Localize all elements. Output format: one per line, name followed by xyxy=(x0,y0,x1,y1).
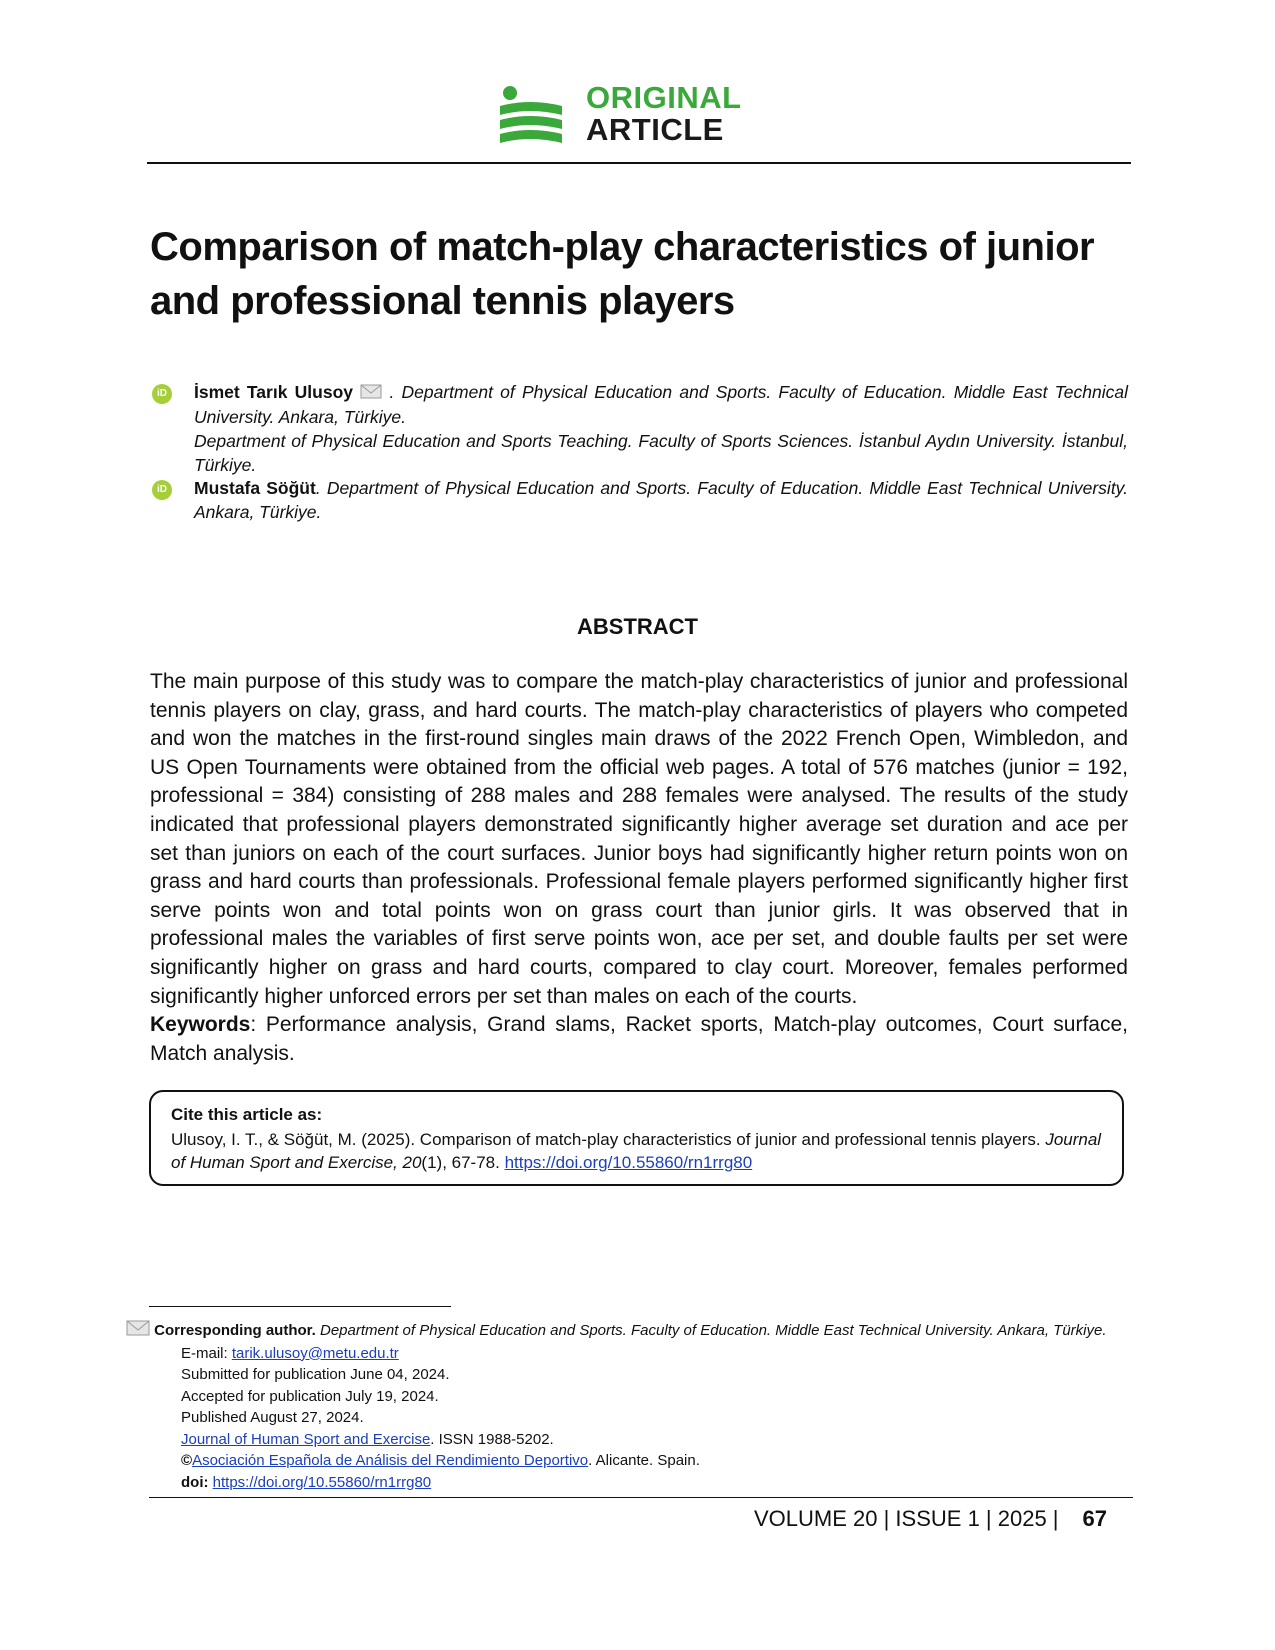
citation-label: Cite this article as: xyxy=(171,1105,323,1124)
citation-journal: Journal of Human Sport and Exercise, 20 xyxy=(171,1130,1102,1172)
page-footer xyxy=(754,1506,1107,1532)
page-number: 67 xyxy=(1082,1506,1107,1531)
footer-divider xyxy=(149,1497,1133,1498)
orcid-icon[interactable]: iD xyxy=(152,384,172,404)
author-1-block xyxy=(194,380,1128,477)
mail-icon xyxy=(126,1320,150,1343)
orcid-icon[interactable]: iD xyxy=(152,480,172,500)
association-location: . Alicante. Spain. xyxy=(588,1452,700,1469)
author-1-affiliation-2: Department of Physical Education and Sports Teaching. Faculty of Sports Sciences. İstanbul Aydın University. İstanbul, Türkiye. xyxy=(194,431,1128,476)
author-2-block xyxy=(194,476,1128,524)
footnote xyxy=(126,1320,1136,1493)
email-link[interactable]: tarik.ulusoy@metu.edu.tr xyxy=(231,1344,399,1362)
mail-icon[interactable] xyxy=(360,381,382,405)
corresponding-author-affiliation: Department of Physical Education and Sports. Faculty of Education. Middle East Technical University. Ankara, Türkiye. xyxy=(315,1322,1107,1340)
doi-label: doi: xyxy=(181,1473,213,1491)
volume-issue-year: VOLUME 20 | ISSUE 1 | 2025 | xyxy=(754,1506,1059,1531)
footnote-divider xyxy=(149,1306,451,1307)
abstract-body: The main purpose of this study was to compare the match-play characteristics of junior and professional tennis players on clay, grass, and hard courts. The match-play characteristics of players who competed and won the matches in the first-round singles main draws of the 2022 French Open, Wimbledon, and US Open Tournaments were obtained from the official web pages. A total of 576 matches (junior = 192, professional = 384) consisting of 288 males and 288 females were analysed. The results of the study indicated that professional players demonstrated significantly higher average set duration and ace per set than juniors on each of the court surfaces. Junior boys had significantly higher return points won on grass and hard courts than professionals. Professional female players performed significantly higher first serve points won and total points won on grass court than junior girls. It was observed that in professional males the variables of first serve points won, ace per set, and double faults per set were significantly higher on grass and hard courts, compared to clay court. Moreover, females performed significantly higher unforced errors per set than males on each of the courts. xyxy=(150,670,1128,1008)
logo-line-original: ORIGINAL xyxy=(586,80,742,115)
footnote-doi-link[interactable]: https://doi.org/10.55860/rn1rrg80 xyxy=(212,1473,432,1491)
header-divider xyxy=(147,162,1131,164)
keywords-label: Keywords xyxy=(150,1013,251,1036)
journal-link[interactable]: Journal of Human Sport and Exercise xyxy=(181,1430,431,1448)
logo-line-article: ARTICLE xyxy=(586,112,724,147)
author-1-affiliation-1: . Department of Physical Education and Sports. Faculty of Education. Middle East Technical University. Ankara, Türkiye. xyxy=(194,382,1128,428)
article-title: Comparison of match-play characteristics of junior and professional tennis players xyxy=(150,225,1095,323)
abstract-heading: ABSTRACT xyxy=(577,614,698,639)
citation-doi-link[interactable]: https://doi.org/10.55860/rn1rrg80 xyxy=(504,1153,753,1172)
keywords xyxy=(150,1011,1128,1068)
accepted-date: Accepted for publication July 19, 2024. xyxy=(181,1387,439,1405)
issn: . ISSN 1988-5202. xyxy=(430,1430,554,1448)
journal-logo xyxy=(500,80,780,150)
author-1-name: İsmet Tarık Ulusoy xyxy=(194,382,353,402)
citation-issue: (1), 67-78. xyxy=(421,1153,505,1172)
copyright-symbol: © xyxy=(181,1452,193,1469)
author-2-name: Mustafa Söğüt xyxy=(194,478,316,498)
association-link[interactable]: Asociación Española de Análisis del Rendimiento Deportivo xyxy=(192,1452,589,1469)
published-date: Published August 27, 2024. xyxy=(181,1409,364,1426)
keywords-list: : Performance analysis, Grand slams, Racket sports, Match-play outcomes, Court surface, Match analysis. xyxy=(150,1013,1128,1065)
citation-reference: Ulusoy, I. T., & Söğüt, M. (2025). Comparison of match-play characteristics of junior and professional tennis players. xyxy=(171,1130,1046,1149)
corresponding-author-label: Corresponding author. xyxy=(154,1322,316,1340)
logo-stripes-icon xyxy=(500,84,572,150)
submitted-date: Submitted for publication June 04, 2024. xyxy=(181,1366,450,1383)
citation-text xyxy=(171,1128,1113,1174)
author-2-affiliation-1: . Department of Physical Education and Sports. Faculty of Education. Middle East Technical University. Ankara, Türkiye. xyxy=(194,478,1128,522)
email-label: E-mail: xyxy=(181,1344,232,1362)
